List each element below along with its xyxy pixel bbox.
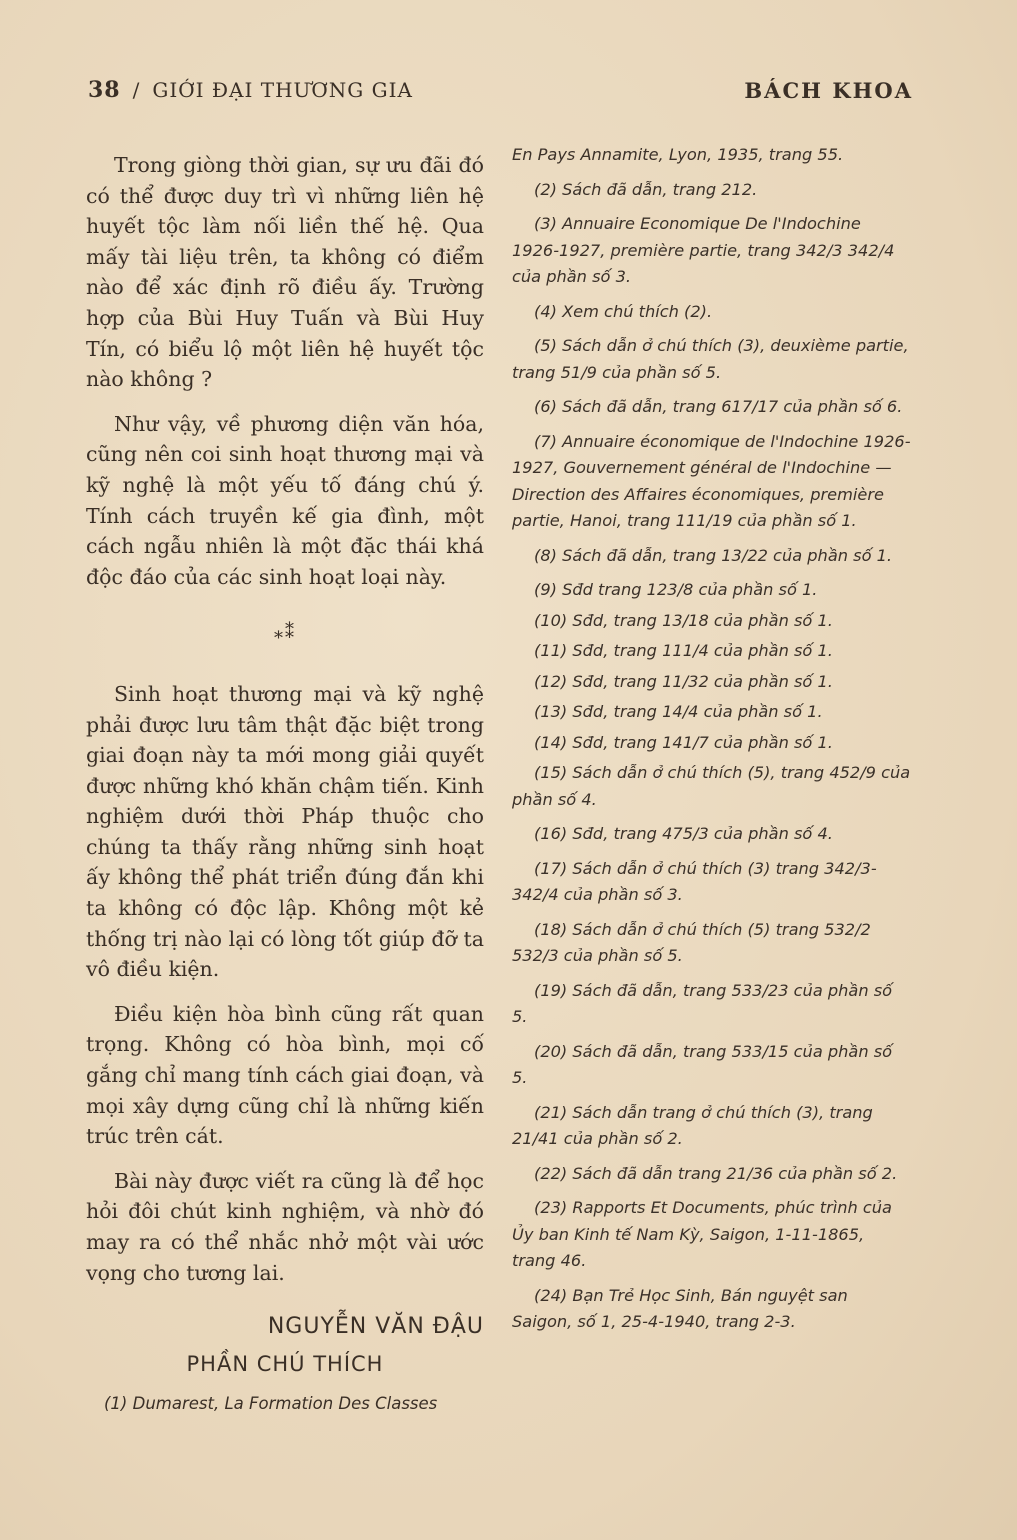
header-left — [88, 77, 413, 103]
footnotes-column — [512, 142, 912, 1344]
footnote: (20) Sách đã dẫn, trang 533/15 của phần số 5. — [512, 1041, 893, 1087]
article-body-column — [86, 150, 484, 1417]
footnote: (2) Sách đã dẫn, trang 212. — [534, 179, 758, 199]
footnote: (6) Sách đã dẫn, trang 617/17 của phần số 6. — [534, 397, 903, 416]
footnote: (5) Sách dẫn ở chú thích (3), deuxième partie, trang 51/9 của phần số 5. — [512, 336, 909, 382]
footnote-1-continuation: En Pays Annamite, Lyon, 1935, trang 55. — [512, 145, 844, 164]
footnote: (23) Rapports Et Documents, phúc trình của Ủy ban Kinh tế Nam Kỳ, Saigon, 1-11-1865, trang 46. — [512, 1198, 892, 1270]
footnote-1-start: (1) Dumarest, La Formation Des Classes — [104, 1394, 438, 1414]
running-title: GIỚI ĐẠI THƯƠNG GIA — [152, 78, 413, 102]
footnote: (13) Sđd, trang 14/4 của phần số 1. — [534, 702, 823, 721]
paragraph: Trong giòng thời gian, sự ưu đãi đó có thể được duy trì vì những liên hệ huyết tộc làm nối liền thế hệ. Qua mấy tài liệu trên, ta không có điểm nào để xác định rõ điều ấy. Trường hợp của Bùi Huy Tuấn và Bùi Huy Tín, có biểu lộ một liên hệ huyết tộc nào không ? — [86, 153, 484, 392]
footnote: (21) Sách dẫn trang ở chú thích (3), trang 21/41 của phần số 2. — [512, 1102, 873, 1148]
paragraph: Điều kiện hòa bình cũng rất quan trọng. Không có hòa bình, mọi cố gắng chỉ mang tính cách giai đoạn, và mọi xây dựng cũng chỉ là những kiến trúc trên cát. — [86, 1001, 484, 1149]
footnote: (9) Sđd trang 123/8 của phần số 1. — [534, 580, 818, 599]
footnote: (24) Bạn Trẻ Học Sinh, Bán nguyệt san Saigon, số 1, 25-4-1940, trang 2-3. — [512, 1285, 848, 1331]
page-header — [88, 70, 913, 110]
footnote: (12) Sđd, trang 11/32 của phần số 1. — [534, 671, 833, 691]
paragraph: Sinh hoạt thương mại và kỹ nghệ phải được lưu tâm thật đặc biệt trong giai đoạn này ta mới mong giải quyết được những khó khăn chậm tiến. Kinh nghiệm dưới thời Pháp thuộc cho chúng ta thấy rằng những sinh hoạt ấy không thể phát triển đúng đắn khi ta không có độc lập. Không một kẻ thống trị nào lại có lòng tốt giúp đỡ ta vô điều kiện. — [86, 681, 484, 982]
footnote: (16) Sđd, trang 475/3 của phần số 4. — [534, 824, 833, 843]
page-number: 38 — [88, 77, 121, 103]
magazine-name: BÁCH KHOA — [744, 77, 913, 103]
notes-heading: PHẦN CHÚ THÍCH — [186, 1351, 384, 1376]
footnote: (19) Sách đã dẫn, trang 533/23 của phần số 5. — [512, 980, 893, 1026]
footnote: (4) Xem chú thích (2). — [534, 301, 713, 321]
footnote: (8) Sách đã dẫn, trang 13/22 của phần số 1. — [534, 545, 893, 565]
author-name: NGUYỄN VĂN ĐẬU — [267, 1314, 484, 1340]
footnote: (14) Sđd, trang 141/7 của phần số 1. — [534, 732, 833, 752]
footnote: (7) Annuaire économique de l'Indochine 1926-1927, Gouvernement général de l'Indochine — Direction des Affaires économiques, première partie, Hanoi, trang 111/19 của phần số 1. — [512, 431, 911, 530]
header-separator: / — [132, 78, 141, 102]
paragraph: Bài này được viết ra cũng là để học hỏi đôi chút kinh nghiệm, và nhờ đó may ra có thể nhắc nhở một vài ước vọng cho tương lai. — [86, 1168, 484, 1285]
footnote: (22) Sách đã dẫn trang 21/36 của phần số 2. — [534, 1163, 898, 1183]
footnote: (3) Annuaire Economique De l'Indochine 1926-1927, première partie, trang 342/3 342/4 của phần số 3. — [512, 214, 895, 286]
paragraph: Như vậy, về phương diện văn hóa, cũng nên coi sinh hoạt thương mại và kỹ nghệ là một yếu tố đáng chú ý. Tính cách truyền kế gia đình, một cách ngẫu nhiên là một đặc thái khá độc đáo của các sinh hoạt loại này. — [86, 411, 484, 589]
footnote: (11) Sđd, trang 111/4 của phần số 1. — [534, 641, 833, 660]
footnote: (10) Sđd, trang 13/18 của phần số 1. — [534, 610, 833, 630]
footnote: (18) Sách dẫn ở chú thích (5) trang 532/2 532/3 của phần số 5. — [512, 919, 871, 965]
section-separator: ⁎⁑ — [274, 622, 296, 644]
footnote: (15) Sách dẫn ở chú thích (5), trang 452/9 của phần số 4. — [512, 763, 911, 809]
footnote: (17) Sách dẫn ở chú thích (3) trang 342/3-342/4 của phần số 3. — [512, 858, 877, 904]
